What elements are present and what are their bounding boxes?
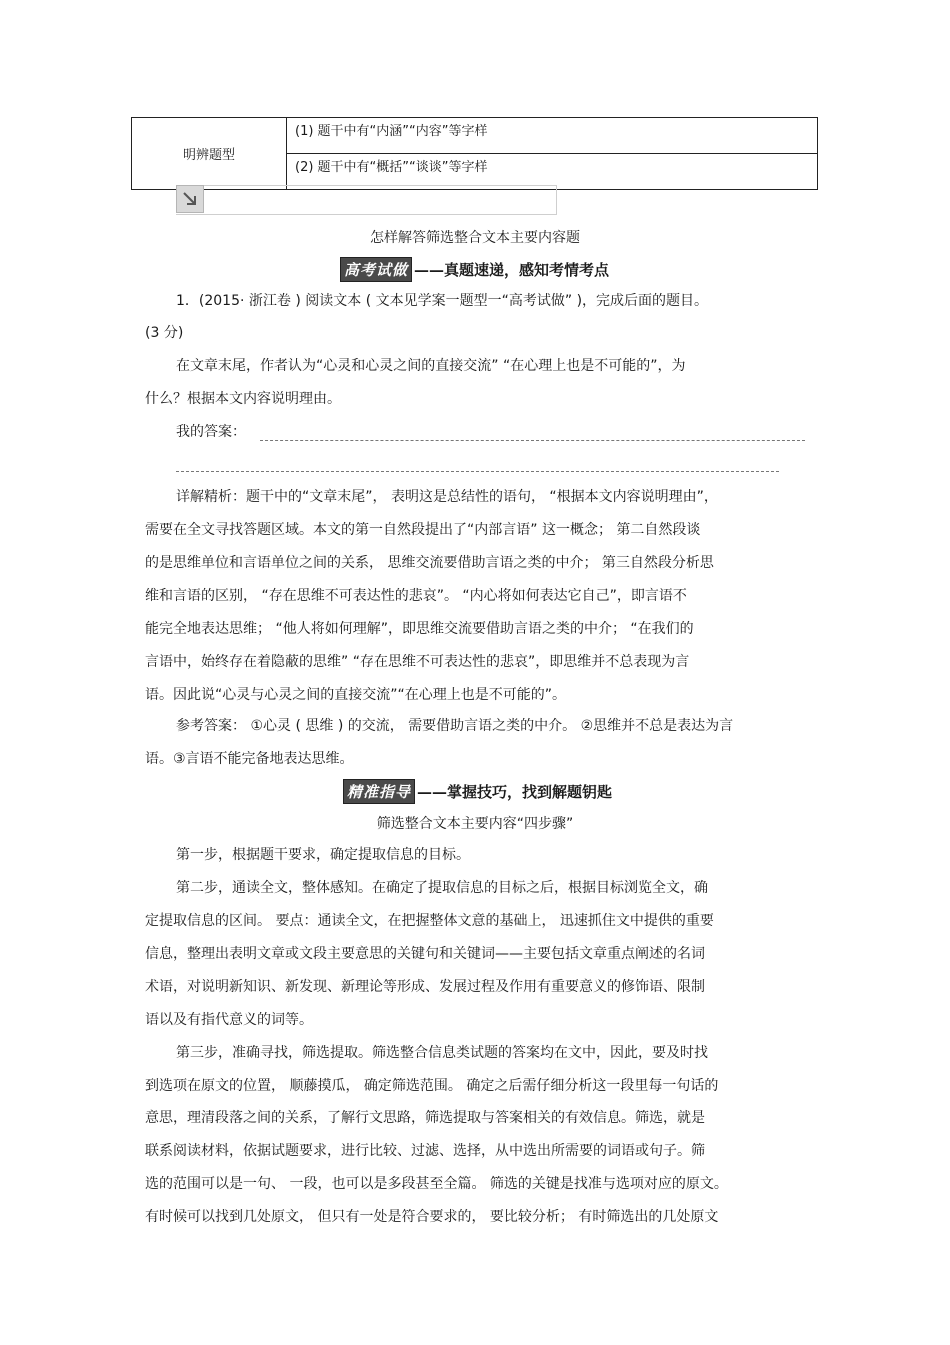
step-line: 第二步，通读全文，整体感知。在确定了提取信息的目标之后，根据目标浏览全文，确	[176, 880, 708, 896]
step-line: 第三步，准确寻找，筛选提取。筛选整合信息类试题的答案均在文中，因此，要及时找	[176, 1045, 708, 1061]
step-line: 第一步，根据题干要求，确定提取信息的目标。	[176, 847, 470, 863]
step-line: 定提取信息的区间。 要点：通读全文，在把握整体文意的基础上， 迅速抓住文中提供的重要	[145, 913, 714, 929]
section-frame	[176, 185, 557, 215]
arrow-down-right-icon	[176, 185, 204, 213]
analysis-line: 言语中，始终存在着隐蔽的思维” “存在思维不可表达性的悲哀”，即思维并不总表现为言	[145, 654, 690, 670]
step-line: 术语，对说明新知识、新发现、新理论等形成、发展过程及作用有重要意义的修饰语、限制	[145, 979, 705, 995]
answer-label: 我的答案：	[176, 424, 246, 440]
exam-banner	[340, 258, 609, 280]
subheading: 筛选整合文本主要内容“四步骤”	[376, 816, 574, 832]
step-line: 联系阅读材料，依据试题要求，进行比较、过滤、选择，从中选出所需要的词语或句子。筛	[145, 1143, 705, 1159]
analysis-line: 维和言语的区别， “存在思维不可表达性的悲哀”。 “内心将如何表达它自己”，即言语不	[145, 588, 687, 604]
analysis-line: 语。因此说“心灵与心灵之间的直接交流”“在心理上也是不可能的”。	[145, 687, 567, 703]
analysis-line: 详解精析：题干中的“文章末尾”， 表明这是总结性的语句， “根据本文内容说明理由”，	[176, 489, 718, 505]
reference-line: 参考答案： ①心灵 ( 思维 ) 的交流， 需要借助言语之类的中介。 ②思维并不总是表达为言	[176, 718, 734, 734]
step-line: 选的范围可以是一句、 一段，也可以是多段甚至全篇。 筛选的关键是找准与选项对应的原文。	[145, 1176, 728, 1192]
section-heading: 怎样解答筛选整合文本主要内容题	[370, 230, 580, 246]
step-line: 意思，理清段落之间的关系，了解行文思路，筛选提取与答案相关的有效信息。筛选，就是	[145, 1110, 705, 1126]
analysis-line: 的是思维单位和言语单位之间的关系， 思维交流要借助言语之类的中介； 第三自然段分析思	[145, 555, 714, 571]
guide-banner	[343, 780, 612, 802]
answer-blank[interactable]	[176, 471, 779, 472]
banner-tag: 高考试做	[340, 257, 412, 282]
question-line: 在文章末尾，作者认为“心灵和心灵之间的直接交流” “在心理上也是不可能的”，为	[176, 358, 686, 374]
step-line: 信息，整理出表明文章或文段主要意思的关键句和关键词——主要包括文章重点阐述的名词	[145, 946, 705, 962]
analysis-line: 需要在全文寻找答题区域。本文的第一自然段提出了“内部言语” 这一概念； 第二自然段谈	[145, 522, 701, 538]
type-table-row: (1) 题干中有“内涵”“内容”等字样	[287, 118, 818, 154]
banner-text: ——真题速递，感知考情考点	[414, 260, 610, 279]
question-line: 什么？根据本文内容说明理由。	[145, 391, 341, 407]
reference-line: 语。③言语不能完备地表达思维。	[145, 751, 354, 767]
answer-blank[interactable]	[260, 440, 805, 441]
step-line: 有时候可以找到几处原文， 但只有一处是符合要求的， 要比较分析； 有时筛选出的几处原文	[145, 1209, 719, 1225]
question-line: (3 分)	[145, 325, 184, 341]
type-table-label: 明辨题型	[132, 118, 287, 190]
banner-tag: 精准指导	[343, 779, 415, 804]
step-line: 到选项在原文的位置， 顺藤摸瓜， 确定筛选范围。 确定之后需仔细分析这一段里每一句话的	[145, 1078, 719, 1094]
type-table-row: (2) 题干中有“概括”“谈谈”等字样	[287, 154, 818, 190]
type-table	[131, 117, 818, 190]
analysis-line: 能完全地表达思维； “他人将如何理解”，即思维交流要借助言语之类的中介； “在我们的	[145, 621, 694, 637]
step-line: 语以及有指代意义的词等。	[145, 1012, 313, 1028]
banner-text: ——掌握技巧，找到解题钥匙	[417, 782, 613, 801]
question-line: 1．(2015· 浙江卷 ) 阅读文本 ( 文本见学案一题型一“高考试做” )，完成后面的题目。	[176, 293, 709, 309]
